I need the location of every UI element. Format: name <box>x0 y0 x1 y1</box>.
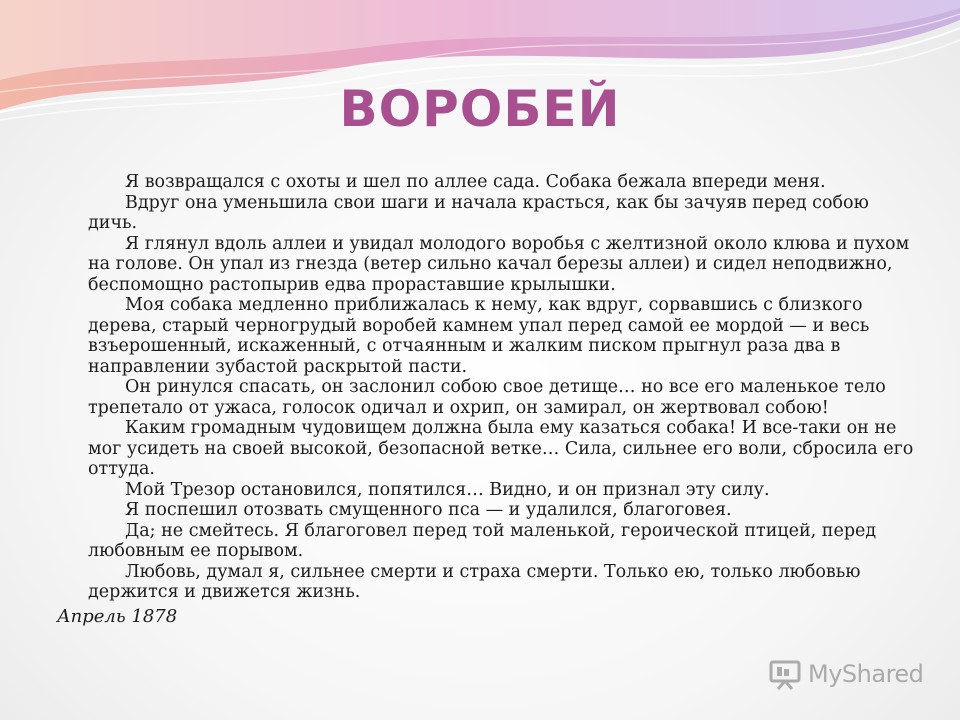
presentation-board-icon <box>768 657 802 691</box>
paragraph: Любовь, думал я, сильнее смерти и страха смерти. Только ею, только любовью держится и движется жизнь. <box>88 561 861 602</box>
paragraph: Я поспешил отозвать смущенного пса — и удалился, благоговея. <box>125 500 732 520</box>
watermark[interactable] <box>768 656 923 692</box>
watermark-text: MyShared <box>808 660 924 688</box>
paragraph: Да; не смейтесь. Я благоговел перед той маленькой, героической птицей, перед любовным ее порывом. <box>88 520 877 561</box>
paragraph: Он ринулся спасать, он заслонил собою свое детище… но все его маленькое тело трепетало от ужаса, голосок одичал и охрип, он замирал, он жертвовал собою! <box>88 377 886 418</box>
paragraph: Вдруг она уменьшила свои шаги и начала красться, как бы зачуяв перед собою дичь. <box>88 192 869 233</box>
story-text <box>88 172 918 603</box>
slide-title: ВОРОБЕЙ <box>339 80 621 138</box>
paragraph: Мой Трезор остановился, попятился… Видно, и он признал эту силу. <box>125 479 770 500</box>
paragraph: Я возвращался с охоты и шел по аллее сада. Собака бежала впереди меня. <box>125 172 826 192</box>
paragraph: Каким громадным чудовищем должна была ему казаться собака! И все-таки он не мог усидеть на своей высокой, безопасной ветке… Сила, сильнее его воли, сбросила его оттуда. <box>88 418 914 479</box>
paragraph: Я глянул вдоль аллеи и увидал молодого воробья с желтизной около клюва и пухом на голове. Он упал из гнезда (ветер сильно качал березы аллеи) и сидел неподвижно, беспомощно растопырив едва прораставшие крылышки. <box>88 233 910 295</box>
paragraph: Моя собака медленно приближалась к нему, как вдруг, сорвавшись с близкого дерева, старый черногрудый воробей камнем упал перед самой ее мордой — и весь взъерошенный, искаженный, с отчаянным и жалким писком прыгнул раза два в направлении зубастой раскрытой пасти. <box>88 295 870 377</box>
date-signature: Апрель 1878 <box>57 606 178 627</box>
